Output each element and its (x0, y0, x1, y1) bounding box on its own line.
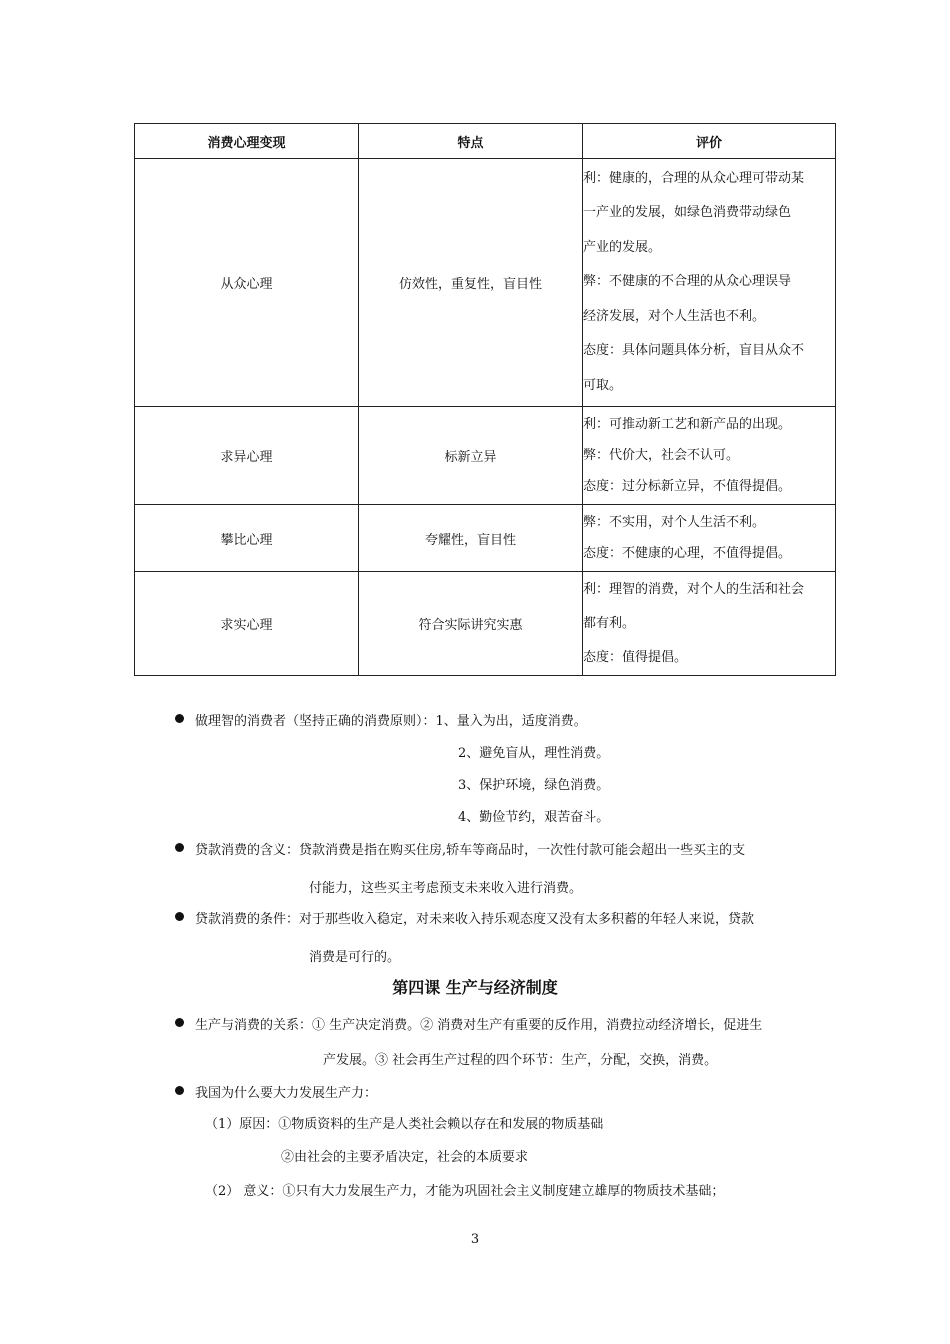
lesson-title: 第四课 生产与经济制度 (392, 978, 558, 997)
rational-item-3: 3、保护环境，绿色消费。 (458, 778, 610, 793)
table-row (135, 159, 836, 407)
row-feature: 仿效性，重复性，盲目性 (359, 159, 583, 407)
rational-item-4: 4、勤俭节约，艰苦奋斗。 (458, 810, 610, 825)
row-evaluation: 弊：不实用，对个人生活不利。 态度：不健康的心理，不值得提倡。 (583, 505, 836, 572)
relation-line1: 生产与消费的关系：① 生产决定消费。② 消费对生产有重要的反作用，消费拉动经济增长，促进生 (195, 1018, 763, 1033)
row-type: 从众心理 (135, 159, 359, 407)
bullet-icon (175, 1018, 184, 1027)
rational-item-2: 2、避免盲从，理性消费。 (458, 746, 610, 761)
page-number: 3 (470, 1232, 480, 1247)
relation-line2: 产发展。③ 社会再生产过程的四个环节：生产，分配，交换，消费。 (323, 1053, 718, 1068)
row-type: 求实心理 (135, 572, 359, 676)
table-row (135, 572, 836, 676)
table-header-row (135, 124, 836, 159)
header-feature: 特点 (359, 124, 583, 159)
rational-label: 做理智的消费者（坚持正确的消费原则）： (195, 714, 436, 729)
table-row (135, 505, 836, 572)
loan-meaning-line2: 付能力，这些买主考虑预支未来收入进行消费。 (309, 881, 583, 896)
bullet-icon (175, 912, 184, 921)
row-feature: 标新立异 (359, 407, 583, 505)
header-type: 消费心理变现 (135, 124, 359, 159)
row-type: 求异心理 (135, 407, 359, 505)
why-line: 我国为什么要大力发展生产力： (195, 1086, 378, 1101)
row-evaluation: 利：可推动新工艺和新产品的出现。 弊：代价大，社会不认可。 态度：过分标新立异，不值得提倡。 (583, 407, 836, 505)
loan-condition-line1: 贷款消费的条件：对于那些收入稳定，对未来收入持乐观态度又没有太多积蓄的年轻人来说，贷款 (195, 912, 755, 927)
loan-meaning-line1: 贷款消费的含义：贷款消费是指在购买住房,轿车等商品时，一次性付款可能会超出一些买主的支 (195, 843, 746, 858)
bullet-icon (175, 843, 184, 852)
row-evaluation: 利：健康的，合理的从众心理可带动某 一产业的发展，如绿色消费带动绿色 产业的发展。 弊：不健康的不合理的从众心理误导 经济发展，对个人生活也不利。 态度：具体问题具体分析，盲目从众不 可取。 (583, 159, 836, 407)
row-evaluation: 利：理智的消费，对个人的生活和社会 都有利。 态度：值得提倡。 (583, 572, 836, 676)
meaning-line1: （2） 意义：①只有大力发展生产力，才能为巩固社会主义制度建立雄厚的物质技术基础； (205, 1184, 725, 1199)
row-type: 攀比心理 (135, 505, 359, 572)
loan-condition-line2: 消费是可行的。 (309, 950, 401, 965)
row-feature: 符合实际讲究实惠 (359, 572, 583, 676)
bullet-icon (175, 1086, 184, 1095)
reason-line2: ②由社会的主要矛盾决定，社会的本质要求 (281, 1150, 529, 1165)
bullet-icon (175, 714, 184, 723)
consumer-psychology-table (134, 123, 836, 676)
table-row (135, 407, 836, 505)
row-feature: 夸耀性，盲目性 (359, 505, 583, 572)
reason-line1: （1）原因：①物质资料的生产是人类社会赖以存在和发展的物质基础 (205, 1117, 604, 1132)
rational-consumer-note (195, 710, 587, 729)
header-evaluation: 评价 (583, 124, 836, 159)
rational-item-1: 1、量入为出，适度消费。 (435, 714, 587, 729)
